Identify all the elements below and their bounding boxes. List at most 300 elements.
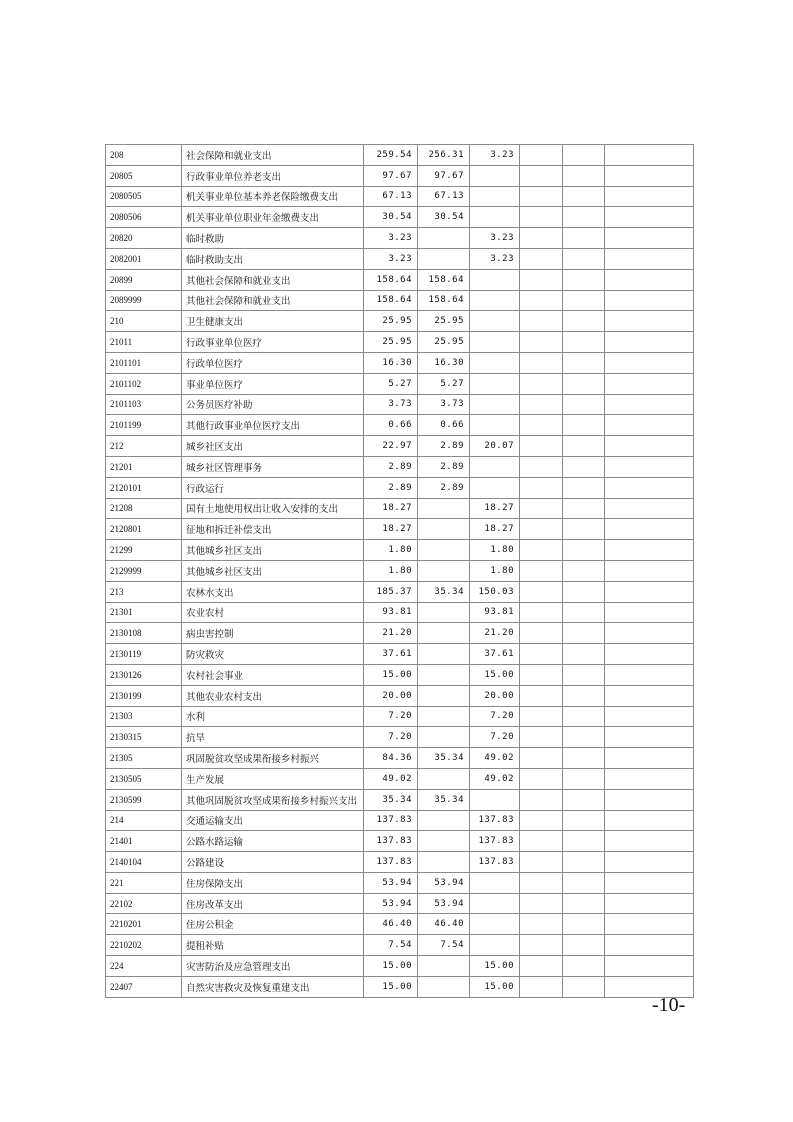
- table-row: [106, 893, 694, 914]
- blank-cell: [563, 581, 605, 602]
- project-expenditure-cell: 49.02: [470, 748, 520, 769]
- total-cell: 53.94: [364, 872, 418, 893]
- blank-cell: [520, 644, 563, 665]
- blank-cell: [605, 519, 694, 540]
- project-expenditure-cell: [470, 269, 520, 290]
- table-row: [106, 228, 694, 249]
- total-cell: 35.34: [364, 789, 418, 810]
- project-expenditure-cell: 7.20: [470, 727, 520, 748]
- table-row: [106, 290, 694, 311]
- subject-code-cell: 21201: [106, 456, 182, 477]
- blank-cell: [605, 956, 694, 977]
- total-cell: 37.61: [364, 644, 418, 665]
- blank-cell: [563, 519, 605, 540]
- blank-cell: [563, 789, 605, 810]
- table-row: [106, 956, 694, 977]
- table-row: [106, 477, 694, 498]
- basic-expenditure-cell: 25.95: [418, 332, 470, 353]
- project-expenditure-cell: [470, 872, 520, 893]
- blank-cell: [520, 165, 563, 186]
- subject-name-cell: 其他社会保障和就业支出: [182, 290, 364, 311]
- blank-cell: [520, 748, 563, 769]
- subject-code-cell: 21301: [106, 602, 182, 623]
- blank-cell: [605, 706, 694, 727]
- blank-cell: [605, 477, 694, 498]
- total-cell: 3.23: [364, 248, 418, 269]
- subject-code-cell: 210: [106, 311, 182, 332]
- table-row: [106, 623, 694, 644]
- blank-cell: [520, 436, 563, 457]
- table-row: [106, 519, 694, 540]
- subject-code-cell: 2101199: [106, 415, 182, 436]
- subject-code-cell: 21011: [106, 332, 182, 353]
- table-row: [106, 789, 694, 810]
- subject-name-cell: 防灾救灾: [182, 644, 364, 665]
- table-row: [106, 664, 694, 685]
- subject-code-cell: 2080506: [106, 207, 182, 228]
- project-expenditure-cell: [470, 394, 520, 415]
- project-expenditure-cell: [470, 914, 520, 935]
- basic-expenditure-cell: 97.67: [418, 165, 470, 186]
- blank-cell: [605, 852, 694, 873]
- subject-code-cell: 213: [106, 581, 182, 602]
- table-row: [106, 685, 694, 706]
- subject-code-cell: 2129999: [106, 560, 182, 581]
- blank-cell: [563, 311, 605, 332]
- total-cell: 137.83: [364, 810, 418, 831]
- blank-cell: [520, 352, 563, 373]
- total-cell: 1.80: [364, 540, 418, 561]
- table-body: [106, 145, 694, 998]
- project-expenditure-cell: 15.00: [470, 976, 520, 997]
- basic-expenditure-cell: 3.73: [418, 394, 470, 415]
- table-row: [106, 436, 694, 457]
- blank-cell: [520, 311, 563, 332]
- table-row: [106, 602, 694, 623]
- basic-expenditure-cell: [418, 623, 470, 644]
- total-cell: 259.54: [364, 145, 418, 166]
- blank-cell: [563, 269, 605, 290]
- total-cell: 158.64: [364, 269, 418, 290]
- project-expenditure-cell: 20.07: [470, 436, 520, 457]
- subject-name-cell: 生产发展: [182, 768, 364, 789]
- total-cell: 137.83: [364, 852, 418, 873]
- subject-code-cell: 224: [106, 956, 182, 977]
- table-row: [106, 935, 694, 956]
- total-cell: 5.27: [364, 373, 418, 394]
- blank-cell: [605, 831, 694, 852]
- subject-code-cell: 21401: [106, 831, 182, 852]
- subject-name-cell: 行政事业单位医疗: [182, 332, 364, 353]
- basic-expenditure-cell: [418, 519, 470, 540]
- blank-cell: [605, 373, 694, 394]
- blank-cell: [605, 748, 694, 769]
- blank-cell: [520, 394, 563, 415]
- subject-code-cell: 22407: [106, 976, 182, 997]
- subject-name-cell: 病虫害控制: [182, 623, 364, 644]
- project-expenditure-cell: [470, 207, 520, 228]
- project-expenditure-cell: 150.03: [470, 581, 520, 602]
- blank-cell: [520, 602, 563, 623]
- project-expenditure-cell: [470, 290, 520, 311]
- blank-cell: [605, 540, 694, 561]
- project-expenditure-cell: [470, 186, 520, 207]
- blank-cell: [563, 976, 605, 997]
- blank-cell: [605, 810, 694, 831]
- project-expenditure-cell: 1.80: [470, 560, 520, 581]
- subject-code-cell: 221: [106, 872, 182, 893]
- basic-expenditure-cell: [418, 664, 470, 685]
- blank-cell: [605, 914, 694, 935]
- basic-expenditure-cell: [418, 810, 470, 831]
- blank-cell: [605, 456, 694, 477]
- subject-name-cell: 公路水路运输: [182, 831, 364, 852]
- total-cell: 93.81: [364, 602, 418, 623]
- table-row: [106, 456, 694, 477]
- blank-cell: [605, 165, 694, 186]
- blank-cell: [520, 519, 563, 540]
- subject-name-cell: 灾害防治及应急管理支出: [182, 956, 364, 977]
- blank-cell: [563, 664, 605, 685]
- blank-cell: [605, 436, 694, 457]
- subject-name-cell: 其他行政事业单位医疗支出: [182, 415, 364, 436]
- subject-name-cell: 行政单位医疗: [182, 352, 364, 373]
- blank-cell: [520, 186, 563, 207]
- total-cell: 49.02: [364, 768, 418, 789]
- subject-code-cell: 2130108: [106, 623, 182, 644]
- blank-cell: [563, 415, 605, 436]
- blank-cell: [520, 207, 563, 228]
- project-expenditure-cell: [470, 456, 520, 477]
- blank-cell: [520, 976, 563, 997]
- project-expenditure-cell: 137.83: [470, 852, 520, 873]
- blank-cell: [520, 893, 563, 914]
- blank-cell: [563, 332, 605, 353]
- table-row: [106, 581, 694, 602]
- basic-expenditure-cell: 16.30: [418, 352, 470, 373]
- blank-cell: [605, 228, 694, 249]
- blank-cell: [605, 560, 694, 581]
- project-expenditure-cell: [470, 165, 520, 186]
- basic-expenditure-cell: 35.34: [418, 581, 470, 602]
- subject-name-cell: 农林水支出: [182, 581, 364, 602]
- blank-cell: [520, 914, 563, 935]
- project-expenditure-cell: [470, 373, 520, 394]
- basic-expenditure-cell: [418, 727, 470, 748]
- project-expenditure-cell: 37.61: [470, 644, 520, 665]
- blank-cell: [605, 415, 694, 436]
- table-row: [106, 852, 694, 873]
- blank-cell: [563, 602, 605, 623]
- total-cell: 30.54: [364, 207, 418, 228]
- blank-cell: [605, 394, 694, 415]
- subject-code-cell: 2080505: [106, 186, 182, 207]
- blank-cell: [605, 768, 694, 789]
- blank-cell: [605, 248, 694, 269]
- basic-expenditure-cell: [418, 685, 470, 706]
- subject-name-cell: 其他农业农村支出: [182, 685, 364, 706]
- subject-code-cell: 2101103: [106, 394, 182, 415]
- blank-cell: [563, 748, 605, 769]
- blank-cell: [605, 789, 694, 810]
- blank-cell: [520, 956, 563, 977]
- project-expenditure-cell: [470, 893, 520, 914]
- subject-name-cell: 事业单位医疗: [182, 373, 364, 394]
- subject-name-cell: 其他城乡社区支出: [182, 540, 364, 561]
- subject-name-cell: 其他城乡社区支出: [182, 560, 364, 581]
- blank-cell: [605, 685, 694, 706]
- subject-name-cell: 国有土地使用权出让收入安排的支出: [182, 498, 364, 519]
- blank-cell: [563, 228, 605, 249]
- blank-cell: [520, 623, 563, 644]
- blank-cell: [563, 248, 605, 269]
- subject-code-cell: 20899: [106, 269, 182, 290]
- table-row: [106, 768, 694, 789]
- total-cell: 46.40: [364, 914, 418, 935]
- blank-cell: [605, 872, 694, 893]
- project-expenditure-cell: [470, 415, 520, 436]
- total-cell: 15.00: [364, 976, 418, 997]
- blank-cell: [520, 332, 563, 353]
- subject-name-cell: 临时救助: [182, 228, 364, 249]
- blank-cell: [563, 352, 605, 373]
- total-cell: 18.27: [364, 519, 418, 540]
- subject-name-cell: 社会保障和就业支出: [182, 145, 364, 166]
- total-cell: 0.66: [364, 415, 418, 436]
- table-row: [106, 872, 694, 893]
- table-row: [106, 560, 694, 581]
- blank-cell: [563, 540, 605, 561]
- project-expenditure-cell: 137.83: [470, 810, 520, 831]
- table-row: [106, 311, 694, 332]
- total-cell: 16.30: [364, 352, 418, 373]
- project-expenditure-cell: 93.81: [470, 602, 520, 623]
- subject-code-cell: 20820: [106, 228, 182, 249]
- total-cell: 25.95: [364, 332, 418, 353]
- subject-code-cell: 21305: [106, 748, 182, 769]
- total-cell: 185.37: [364, 581, 418, 602]
- blank-cell: [563, 872, 605, 893]
- blank-cell: [520, 789, 563, 810]
- blank-cell: [520, 456, 563, 477]
- total-cell: 15.00: [364, 664, 418, 685]
- blank-cell: [563, 831, 605, 852]
- blank-cell: [563, 727, 605, 748]
- project-expenditure-cell: [470, 789, 520, 810]
- total-cell: 67.13: [364, 186, 418, 207]
- blank-cell: [563, 394, 605, 415]
- blank-cell: [520, 560, 563, 581]
- subject-name-cell: 城乡社区管理事务: [182, 456, 364, 477]
- project-expenditure-cell: 3.23: [470, 145, 520, 166]
- subject-name-cell: 其他社会保障和就业支出: [182, 269, 364, 290]
- blank-cell: [520, 831, 563, 852]
- blank-cell: [605, 186, 694, 207]
- blank-cell: [605, 498, 694, 519]
- basic-expenditure-cell: [418, 956, 470, 977]
- blank-cell: [563, 706, 605, 727]
- project-expenditure-cell: [470, 311, 520, 332]
- table-row: [106, 914, 694, 935]
- total-cell: 2.89: [364, 456, 418, 477]
- total-cell: 2.89: [364, 477, 418, 498]
- total-cell: 158.64: [364, 290, 418, 311]
- basic-expenditure-cell: 256.31: [418, 145, 470, 166]
- basic-expenditure-cell: 53.94: [418, 893, 470, 914]
- subject-name-cell: 公务员医疗补助: [182, 394, 364, 415]
- basic-expenditure-cell: [418, 540, 470, 561]
- table-row: [106, 831, 694, 852]
- table-row: [106, 186, 694, 207]
- project-expenditure-cell: 20.00: [470, 685, 520, 706]
- total-cell: 53.94: [364, 893, 418, 914]
- blank-cell: [563, 560, 605, 581]
- basic-expenditure-cell: 2.89: [418, 477, 470, 498]
- subject-name-cell: 交通运输支出: [182, 810, 364, 831]
- total-cell: 3.73: [364, 394, 418, 415]
- basic-expenditure-cell: [418, 768, 470, 789]
- blank-cell: [563, 498, 605, 519]
- subject-code-cell: 22102: [106, 893, 182, 914]
- blank-cell: [520, 269, 563, 290]
- blank-cell: [563, 373, 605, 394]
- blank-cell: [605, 623, 694, 644]
- basic-expenditure-cell: 158.64: [418, 269, 470, 290]
- blank-cell: [605, 352, 694, 373]
- subject-name-cell: 公路建设: [182, 852, 364, 873]
- table-row: [106, 352, 694, 373]
- blank-cell: [563, 207, 605, 228]
- subject-code-cell: 21299: [106, 540, 182, 561]
- subject-code-cell: 2130126: [106, 664, 182, 685]
- total-cell: 137.83: [364, 831, 418, 852]
- basic-expenditure-cell: 46.40: [418, 914, 470, 935]
- project-expenditure-cell: 1.80: [470, 540, 520, 561]
- subject-name-cell: 卫生健康支出: [182, 311, 364, 332]
- project-expenditure-cell: 3.23: [470, 228, 520, 249]
- project-expenditure-cell: 15.00: [470, 664, 520, 685]
- blank-cell: [520, 540, 563, 561]
- subject-code-cell: 2130199: [106, 685, 182, 706]
- project-expenditure-cell: 18.27: [470, 498, 520, 519]
- basic-expenditure-cell: 35.34: [418, 748, 470, 769]
- basic-expenditure-cell: [418, 248, 470, 269]
- blank-cell: [563, 623, 605, 644]
- subject-name-cell: 住房公积金: [182, 914, 364, 935]
- table-row: [106, 498, 694, 519]
- basic-expenditure-cell: 7.54: [418, 935, 470, 956]
- subject-code-cell: 2120101: [106, 477, 182, 498]
- basic-expenditure-cell: [418, 602, 470, 623]
- blank-cell: [520, 290, 563, 311]
- blank-cell: [563, 685, 605, 706]
- basic-expenditure-cell: [418, 831, 470, 852]
- total-cell: 1.80: [364, 560, 418, 581]
- basic-expenditure-cell: 2.89: [418, 436, 470, 457]
- project-expenditure-cell: [470, 332, 520, 353]
- table-row: [106, 706, 694, 727]
- total-cell: 7.54: [364, 935, 418, 956]
- subject-code-cell: 214: [106, 810, 182, 831]
- total-cell: 18.27: [364, 498, 418, 519]
- basic-expenditure-cell: 30.54: [418, 207, 470, 228]
- subject-code-cell: 2120801: [106, 519, 182, 540]
- subject-code-cell: 208: [106, 145, 182, 166]
- blank-cell: [520, 685, 563, 706]
- project-expenditure-cell: 7.20: [470, 706, 520, 727]
- table-row: [106, 540, 694, 561]
- basic-expenditure-cell: [418, 560, 470, 581]
- blank-cell: [563, 893, 605, 914]
- total-cell: 97.67: [364, 165, 418, 186]
- table-row: [106, 145, 694, 166]
- basic-expenditure-cell: 0.66: [418, 415, 470, 436]
- basic-expenditure-cell: [418, 644, 470, 665]
- subject-name-cell: 城乡社区支出: [182, 436, 364, 457]
- subject-code-cell: 2101102: [106, 373, 182, 394]
- blank-cell: [605, 145, 694, 166]
- subject-name-cell: 机关事业单位职业年金缴费支出: [182, 207, 364, 228]
- project-expenditure-cell: 49.02: [470, 768, 520, 789]
- blank-cell: [520, 415, 563, 436]
- basic-expenditure-cell: [418, 228, 470, 249]
- project-expenditure-cell: [470, 477, 520, 498]
- basic-expenditure-cell: [418, 976, 470, 997]
- basic-expenditure-cell: 25.95: [418, 311, 470, 332]
- subject-code-cell: 2130119: [106, 644, 182, 665]
- blank-cell: [563, 186, 605, 207]
- blank-cell: [520, 706, 563, 727]
- subject-name-cell: 水利: [182, 706, 364, 727]
- table-row: [106, 373, 694, 394]
- blank-cell: [520, 852, 563, 873]
- blank-cell: [520, 664, 563, 685]
- blank-cell: [563, 477, 605, 498]
- subject-name-cell: 住房保障支出: [182, 872, 364, 893]
- blank-cell: [605, 332, 694, 353]
- blank-cell: [563, 914, 605, 935]
- subject-code-cell: 2140104: [106, 852, 182, 873]
- budget-table: [105, 144, 694, 998]
- blank-cell: [520, 727, 563, 748]
- project-expenditure-cell: [470, 935, 520, 956]
- blank-cell: [520, 145, 563, 166]
- blank-cell: [563, 956, 605, 977]
- subject-code-cell: 21303: [106, 706, 182, 727]
- total-cell: 7.20: [364, 706, 418, 727]
- subject-code-cell: 2101101: [106, 352, 182, 373]
- blank-cell: [563, 165, 605, 186]
- subject-code-cell: 2089999: [106, 290, 182, 311]
- basic-expenditure-cell: 5.27: [418, 373, 470, 394]
- blank-cell: [563, 810, 605, 831]
- total-cell: 15.00: [364, 956, 418, 977]
- subject-name-cell: 巩固脱贫攻坚成果衔接乡村振兴: [182, 748, 364, 769]
- table-row: [106, 727, 694, 748]
- blank-cell: [605, 644, 694, 665]
- table-row: [106, 248, 694, 269]
- project-expenditure-cell: 15.00: [470, 956, 520, 977]
- total-cell: 20.00: [364, 685, 418, 706]
- subject-code-cell: 21208: [106, 498, 182, 519]
- table-row: [106, 269, 694, 290]
- subject-code-cell: 212: [106, 436, 182, 457]
- total-cell: 21.20: [364, 623, 418, 644]
- subject-name-cell: 农村社会事业: [182, 664, 364, 685]
- table-row: [106, 748, 694, 769]
- subject-name-cell: 住房改革支出: [182, 893, 364, 914]
- table-row: [106, 207, 694, 228]
